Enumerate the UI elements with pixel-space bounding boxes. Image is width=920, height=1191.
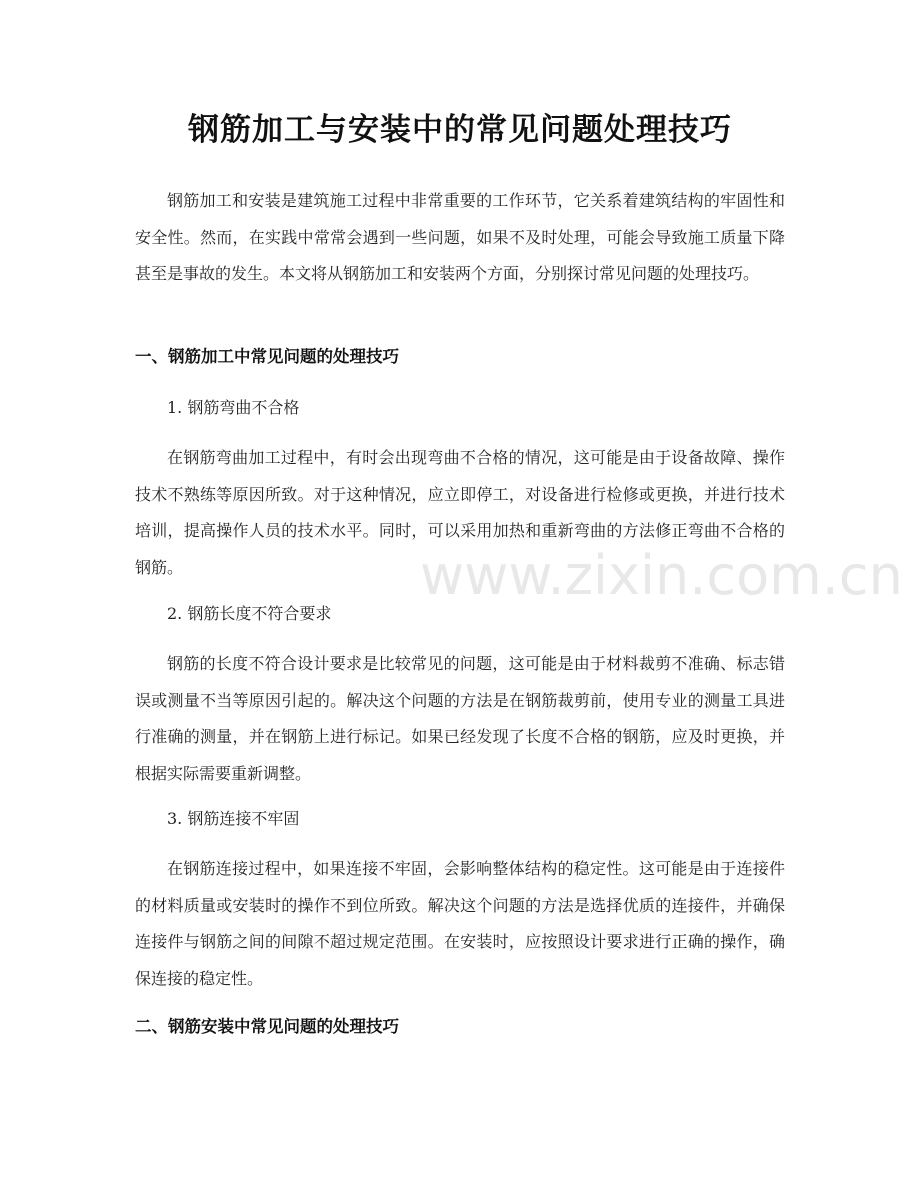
section-heading-1: 一、钢筋加工中常见问题的处理技巧 bbox=[135, 347, 399, 366]
body-paragraph-1-1: 在钢筋弯曲加工过程中，有时会出现弯曲不合格的情况，这可能是由于设备故障、操作技术不熟练等原因所致。对于这种情况，应立即停工，对设备进行检修或更换，并进行技术培训，提高操作人员的技术水平。同时，可以采用加热和重新弯曲的方法修正弯曲不合格的钢筋。 bbox=[135, 448, 785, 578]
body-paragraph-1-2: 钢筋的长度不符合设计要求是比较常见的问题，这可能是由于材料裁剪不准确、标志错误或测量不当等原因引起的。解决这个问题的方法是在钢筋裁剪前，使用专业的测量工具进行准确的测量，并在钢筋上进行标记。如果已经发现了长度不合格的钢筋，应及时更换，并根据实际需要重新调整。 bbox=[135, 654, 785, 784]
section-heading-2: 二、钢筋安装中常见问题的处理技巧 bbox=[135, 1017, 399, 1036]
subheading-1-2: 2. 钢筋长度不符合要求 bbox=[167, 604, 332, 623]
document-title: 钢筋加工与安装中的常见问题处理技巧 bbox=[188, 112, 732, 148]
intro-paragraph: 钢筋加工和安装是建筑施工过程中非常重要的工作环节，它关系着建筑结构的牢固性和安全性。然而，在实践中常常会遇到一些问题，如果不及时处理，可能会导致施工质量下降甚至是事故的发生。本文将从钢筋加工和安装两个方面，分别探讨常见问题的处理技巧。 bbox=[135, 191, 785, 284]
subheading-1-3: 3. 钢筋连接不牢固 bbox=[167, 809, 300, 828]
body-paragraph-1-3: 在钢筋连接过程中，如果连接不牢固，会影响整体结构的稳定性。这可能是由于连接件的材料质量或安装时的操作不到位所致。解决这个问题的方法是选择优质的连接件，并确保连接件与钢筋之间的间隙不超过规定范围。在安装时，应按照设计要求进行正确的操作，确保连接的稳定性。 bbox=[135, 859, 785, 989]
watermark: www.zixin.com.cn bbox=[420, 544, 903, 607]
subheading-1-1: 1. 钢筋弯曲不合格 bbox=[167, 398, 300, 417]
